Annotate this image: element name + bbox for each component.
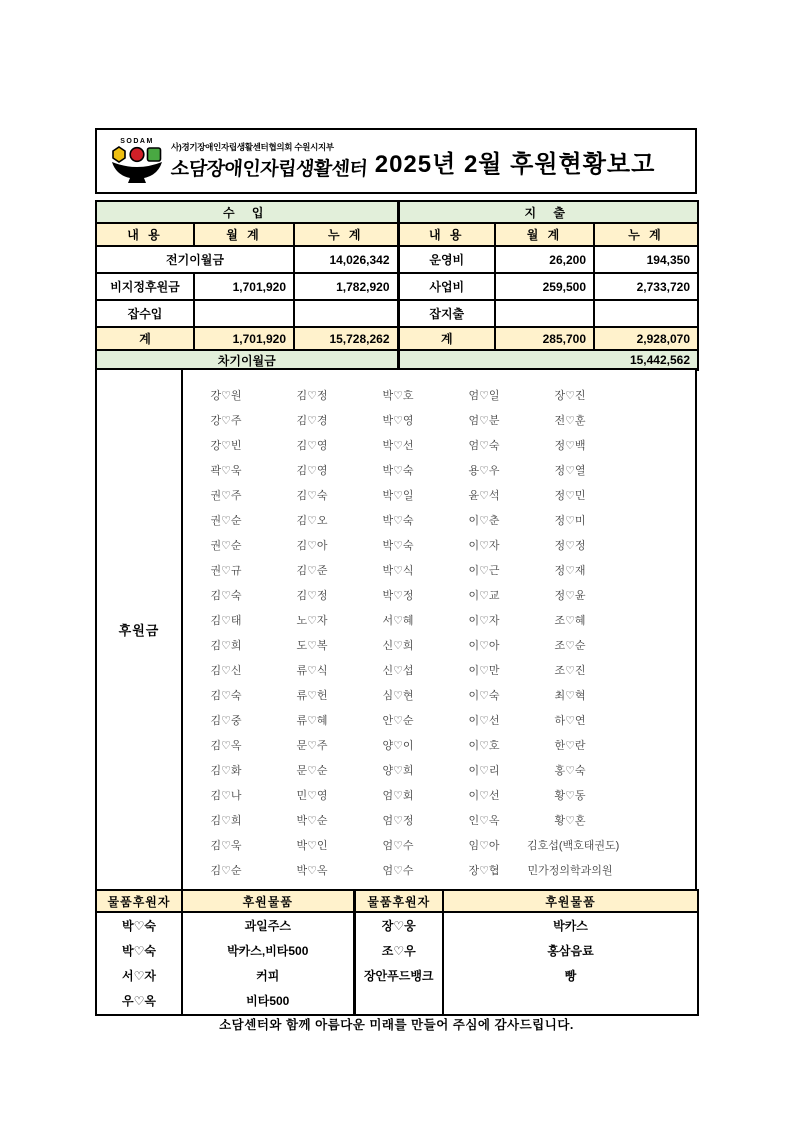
donor-name: 김♡신 — [210, 664, 242, 677]
donor-name: 이♡아 — [468, 639, 500, 652]
donor-name: 엄♡숙 — [468, 439, 500, 452]
donor-name: 박♡순 — [296, 814, 328, 827]
report-title: 2025년 2월 후원현황보고 — [374, 150, 656, 178]
expense-row-label: 잡지출 — [398, 300, 495, 327]
expense-col-monthly: 월 계 — [495, 223, 594, 246]
item-donor: 조♡우 — [381, 944, 416, 958]
donor-name: 권♡주 — [210, 489, 242, 502]
expense-total-label: 계 — [398, 327, 495, 350]
donor-name: 이♡자 — [468, 614, 500, 627]
item-goods: 박카스 — [553, 919, 588, 933]
income-row-monthly: 1,701,920 — [194, 273, 294, 300]
donor-name: 이♡선 — [468, 789, 500, 802]
donor-name: 김♡영 — [296, 439, 328, 452]
donor-name: 김♡정 — [296, 589, 328, 602]
donor-row — [183, 832, 695, 857]
donor-row — [183, 482, 695, 507]
donor-name: 이♡만 — [468, 664, 500, 677]
income-row-monthly — [194, 300, 294, 327]
donor-name: 박♡일 — [382, 489, 414, 502]
donor-name: 김♡화 — [210, 764, 242, 777]
donor-name: 김♡숙 — [210, 589, 242, 602]
expense-row-monthly: 259,500 — [495, 273, 594, 300]
donor-name: 박♡옥 — [296, 864, 328, 877]
donor-row — [183, 632, 695, 657]
item-donor: 박♡숙 — [122, 944, 156, 958]
donor-name: 정♡정 — [554, 539, 586, 552]
expense-row-cumulative — [594, 300, 698, 327]
item-goods-list — [443, 912, 698, 1015]
expense-row-label: 사업비 — [398, 273, 495, 300]
donor-name: 김♡아 — [296, 539, 328, 552]
donor-name: 이♡근 — [468, 564, 500, 577]
expense-col-cumulative: 누 계 — [594, 223, 698, 246]
item-goods-header: 후원물품 — [182, 890, 354, 912]
carryover-label: 차기이월금 — [96, 350, 398, 370]
donor-name: 엄♡수 — [382, 839, 414, 852]
item-goods: 박카스,비타500 — [227, 944, 309, 958]
income-row-label: 잡수입 — [96, 300, 194, 327]
item-donor-list — [354, 912, 443, 1015]
donor-name: 박♡영 — [382, 414, 414, 427]
expense-total-cumulative: 2,928,070 — [594, 327, 698, 350]
income-total-monthly: 1,701,920 — [194, 327, 294, 350]
donor-name: 인♡옥 — [468, 814, 500, 827]
donor-name: 홍♡숙 — [554, 764, 586, 777]
donor-row — [183, 607, 695, 632]
donor-name: 신♡희 — [382, 639, 414, 652]
donor-name: 박♡인 — [296, 839, 328, 852]
donor-name: 이♡춘 — [468, 514, 500, 527]
income-row-label: 비지정후원금 — [96, 273, 194, 300]
donor-row — [183, 857, 695, 882]
donor-name: 문♡순 — [296, 764, 328, 777]
donor-row — [183, 457, 695, 482]
item-donation-table — [95, 889, 699, 1016]
donor-name: 조♡혜 — [554, 614, 586, 627]
donor-row — [183, 557, 695, 582]
donor-name: 임♡아 — [468, 839, 500, 852]
donor-name: 조♡진 — [554, 664, 586, 677]
income-row-cumulative: 14,026,342 — [294, 246, 398, 273]
item-donor-header: 물품후원자 — [354, 890, 443, 912]
donor-name: 최♡혁 — [554, 689, 586, 702]
income-row-cumulative — [294, 300, 398, 327]
item-goods: 비타500 — [246, 994, 290, 1008]
donor-name: 황♡혼 — [554, 814, 586, 827]
donor-name: 장♡협 — [468, 864, 500, 877]
donor-name: 용♡우 — [468, 464, 500, 477]
item-donor-list — [96, 912, 182, 1015]
donor-name: 박♡선 — [382, 439, 414, 452]
item-donor: 서♡자 — [122, 969, 156, 983]
item-goods: 빵 — [564, 969, 577, 983]
donor-name: 도♡복 — [296, 639, 328, 652]
summary-table — [95, 200, 699, 371]
donor-row — [183, 707, 695, 732]
expense-row-label: 운영비 — [398, 246, 495, 273]
expense-row-monthly: 26,200 — [495, 246, 594, 273]
donor-name: 이♡교 — [468, 589, 500, 602]
donor-name: 김♡정 — [296, 389, 328, 402]
item-goods-list — [182, 912, 354, 1015]
donor-name: 정♡백 — [554, 439, 586, 452]
donor-name: 이♡숙 — [468, 689, 500, 702]
carryover-amount: 15,442,562 — [398, 350, 698, 370]
donor-name: 김호섭(백호태권도) — [527, 839, 620, 852]
report-header — [95, 128, 697, 194]
donor-name: 박♡정 — [382, 589, 414, 602]
donor-name: 정♡윤 — [554, 589, 586, 602]
donor-name: 서♡혜 — [382, 614, 414, 627]
sodam-logo-icon — [110, 138, 164, 184]
item-goods: 홍삼음료 — [547, 944, 594, 958]
thank-you-message: 소담센터와 함께 아름다운 미래를 만들어 주심에 감사드립니다. — [219, 1018, 574, 1032]
donor-name: 김♡중 — [210, 714, 242, 727]
donation-section — [95, 368, 697, 891]
donor-name: 양♡희 — [382, 764, 414, 777]
expense-section-header: 지 출 — [398, 201, 698, 223]
donor-name: 정♡재 — [554, 564, 586, 577]
donor-name: 김♡순 — [210, 864, 242, 877]
donor-name: 하♡연 — [554, 714, 586, 727]
item-goods: 과일주스 — [244, 919, 291, 933]
donor-name: 김♡숙 — [210, 689, 242, 702]
donor-name: 노♡자 — [296, 614, 328, 627]
donor-row — [183, 732, 695, 757]
donor-name: 곽♡욱 — [210, 464, 242, 477]
donor-name: 민♡영 — [296, 789, 328, 802]
donor-name: 김♡숙 — [296, 489, 328, 502]
donor-name: 권♡규 — [210, 564, 242, 577]
item-donor: 박♡숙 — [122, 919, 156, 933]
donor-name: 황♡동 — [554, 789, 586, 802]
donor-name: 심♡현 — [382, 689, 414, 702]
org-logo-block — [97, 138, 369, 184]
donor-name: 류♡헌 — [296, 689, 328, 702]
donor-name: 김♡준 — [296, 564, 328, 577]
donor-name: 안♡순 — [382, 714, 414, 727]
item-donor: 장♡웅 — [381, 919, 416, 933]
donor-name: 이♡리 — [468, 764, 500, 777]
donor-name: 정♡민 — [554, 489, 586, 502]
item-donor-header: 물품후원자 — [96, 890, 182, 912]
donor-name: 김♡희 — [210, 814, 242, 827]
income-col-content: 내 용 — [96, 223, 194, 246]
donor-name: 이♡호 — [468, 739, 500, 752]
donor-name: 엄♡일 — [468, 389, 500, 402]
donor-name: 강♡주 — [210, 414, 242, 427]
item-goods-header: 후원물품 — [443, 890, 698, 912]
item-donor: 우♡옥 — [122, 994, 156, 1008]
donor-row — [183, 432, 695, 457]
donor-name: 민가정의학과의원 — [527, 864, 613, 877]
donor-name: 강♡원 — [210, 389, 242, 402]
income-row-label: 전기이월금 — [96, 246, 294, 273]
donor-name: 정♡미 — [554, 514, 586, 527]
donor-name: 박♡호 — [382, 389, 414, 402]
expense-col-content: 내 용 — [398, 223, 495, 246]
donor-name: 문♡주 — [296, 739, 328, 752]
item-donor: 장안푸드뱅크 — [363, 969, 434, 983]
org-center-name: 소담장애인자립생활센터 — [170, 158, 369, 180]
income-total-label: 계 — [96, 327, 194, 350]
donor-name: 김♡욱 — [210, 839, 242, 852]
donor-name: 전♡훈 — [554, 414, 586, 427]
donor-name: 박♡식 — [382, 564, 414, 577]
donor-name: 윤♡석 — [468, 489, 500, 502]
donor-name: 엄♡회 — [382, 789, 414, 802]
donor-name: 김♡태 — [210, 614, 242, 627]
org-association-line: 사)경기장애인자립생활센터협의회 수원시지부 — [171, 142, 334, 152]
sodam-logo-text: SODAM — [120, 138, 154, 145]
donor-name: 정♡열 — [554, 464, 586, 477]
donor-name: 이♡자 — [468, 539, 500, 552]
donor-row — [183, 657, 695, 682]
donation-section-label: 후원금 — [97, 370, 183, 889]
donor-row — [183, 757, 695, 782]
income-section-header: 수 입 — [96, 201, 398, 223]
donor-name: 엄♡정 — [382, 814, 414, 827]
donor-name: 김♡나 — [210, 789, 242, 802]
donor-row — [183, 407, 695, 432]
donor-name: 한♡란 — [554, 739, 586, 752]
donor-name: 신♡섭 — [382, 664, 414, 677]
income-col-monthly: 월 계 — [194, 223, 294, 246]
expense-row-cumulative: 2,733,720 — [594, 273, 698, 300]
donor-row — [183, 682, 695, 707]
donor-name: 김♡경 — [296, 414, 328, 427]
donor-row — [183, 807, 695, 832]
income-total-cumulative: 15,728,262 — [294, 327, 398, 350]
donor-row — [183, 532, 695, 557]
expense-row-cumulative: 194,350 — [594, 246, 698, 273]
expense-total-monthly: 285,700 — [495, 327, 594, 350]
donor-row — [183, 782, 695, 807]
income-col-cumulative: 누 계 — [294, 223, 398, 246]
donor-name: 엄♡분 — [468, 414, 500, 427]
donor-row — [183, 507, 695, 532]
donor-name: 류♡식 — [296, 664, 328, 677]
expense-row-monthly — [495, 300, 594, 327]
donor-name: 권♡순 — [210, 539, 242, 552]
sodam-bowl-icon — [110, 146, 164, 184]
income-row-cumulative: 1,782,920 — [294, 273, 398, 300]
donor-name: 박♡숙 — [382, 539, 414, 552]
org-name-block — [171, 141, 367, 181]
donor-name: 김♡희 — [210, 639, 242, 652]
donor-name: 이♡선 — [468, 714, 500, 727]
donor-name: 김♡오 — [296, 514, 328, 527]
donor-name: 김♡옥 — [210, 739, 242, 752]
donor-name: 박♡숙 — [382, 514, 414, 527]
donor-row — [183, 382, 695, 407]
donor-name: 조♡순 — [554, 639, 586, 652]
donor-name: 김♡영 — [296, 464, 328, 477]
donor-name: 강♡빈 — [210, 439, 242, 452]
donor-name: 권♡순 — [210, 514, 242, 527]
donor-name: 엄♡수 — [382, 864, 414, 877]
item-goods: 커피 — [256, 969, 280, 983]
donor-name: 장♡진 — [554, 389, 586, 402]
donor-name-grid — [183, 370, 695, 889]
donor-name: 박♡숙 — [382, 464, 414, 477]
donor-name: 양♡이 — [382, 739, 414, 752]
donor-row — [183, 582, 695, 607]
donor-name: 류♡혜 — [296, 714, 328, 727]
